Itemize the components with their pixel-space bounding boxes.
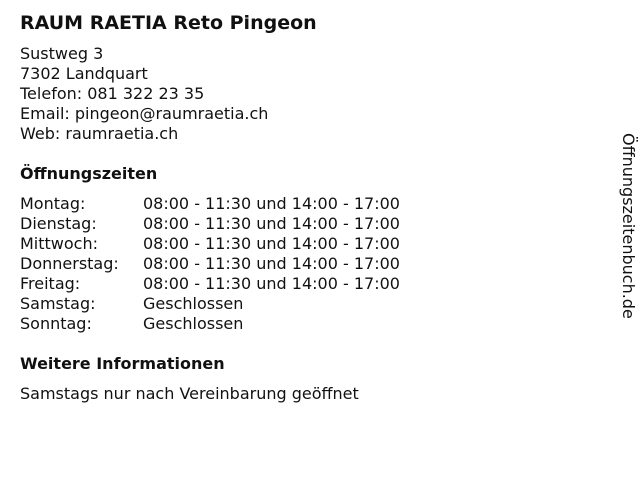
day-label: Dienstag: (20, 214, 97, 233)
hours-row-friday (20, 274, 400, 294)
web-line: Web: raumraetia.ch (20, 124, 179, 143)
hours-value: 08:00 - 11:30 und 14:00 - 17:00 (143, 254, 400, 273)
opening-hours-heading: Öffnungszeiten (20, 164, 158, 183)
hours-row-sunday (20, 314, 400, 334)
hours-row-tuesday (20, 214, 400, 234)
day-label: Samstag: (20, 294, 96, 313)
day-label: Sonntag: (20, 314, 92, 333)
hours-row-monday (20, 194, 400, 214)
hours-value: 08:00 - 11:30 und 14:00 - 17:00 (143, 194, 400, 213)
hours-row-thursday (20, 254, 400, 274)
hours-value: Geschlossen (143, 294, 244, 313)
hours-value: Geschlossen (143, 314, 244, 333)
further-info-text: Samstags nur nach Vereinbarung geöffnet (20, 384, 359, 403)
hours-value: 08:00 - 11:30 und 14:00 - 17:00 (143, 234, 400, 253)
email-line: Email: pingeon@raumraetia.ch (20, 104, 269, 123)
business-card (20, 10, 590, 404)
address-block (20, 44, 590, 144)
hours-value: 08:00 - 11:30 und 14:00 - 17:00 (143, 274, 400, 293)
further-info-heading: Weitere Informationen (20, 354, 225, 373)
day-label: Freitag: (20, 274, 81, 293)
hours-row-saturday (20, 294, 400, 314)
day-label: Mittwoch: (20, 234, 98, 253)
hours-row-wednesday (20, 234, 400, 254)
opening-hours-table (20, 194, 400, 334)
hours-value: 08:00 - 11:30 und 14:00 - 17:00 (143, 214, 400, 233)
day-label: Montag: (20, 194, 86, 213)
day-label: Donnerstag: (20, 254, 119, 273)
postal-city: 7302 Landquart (20, 64, 148, 83)
phone-line: Telefon: 081 322 23 35 (20, 84, 205, 103)
street-address: Sustweg 3 (20, 44, 104, 63)
site-brand-vertical: Öffnungszeitenbuch.de (619, 133, 638, 319)
business-name: RAUM RAETIA Reto Pingeon (20, 12, 317, 34)
